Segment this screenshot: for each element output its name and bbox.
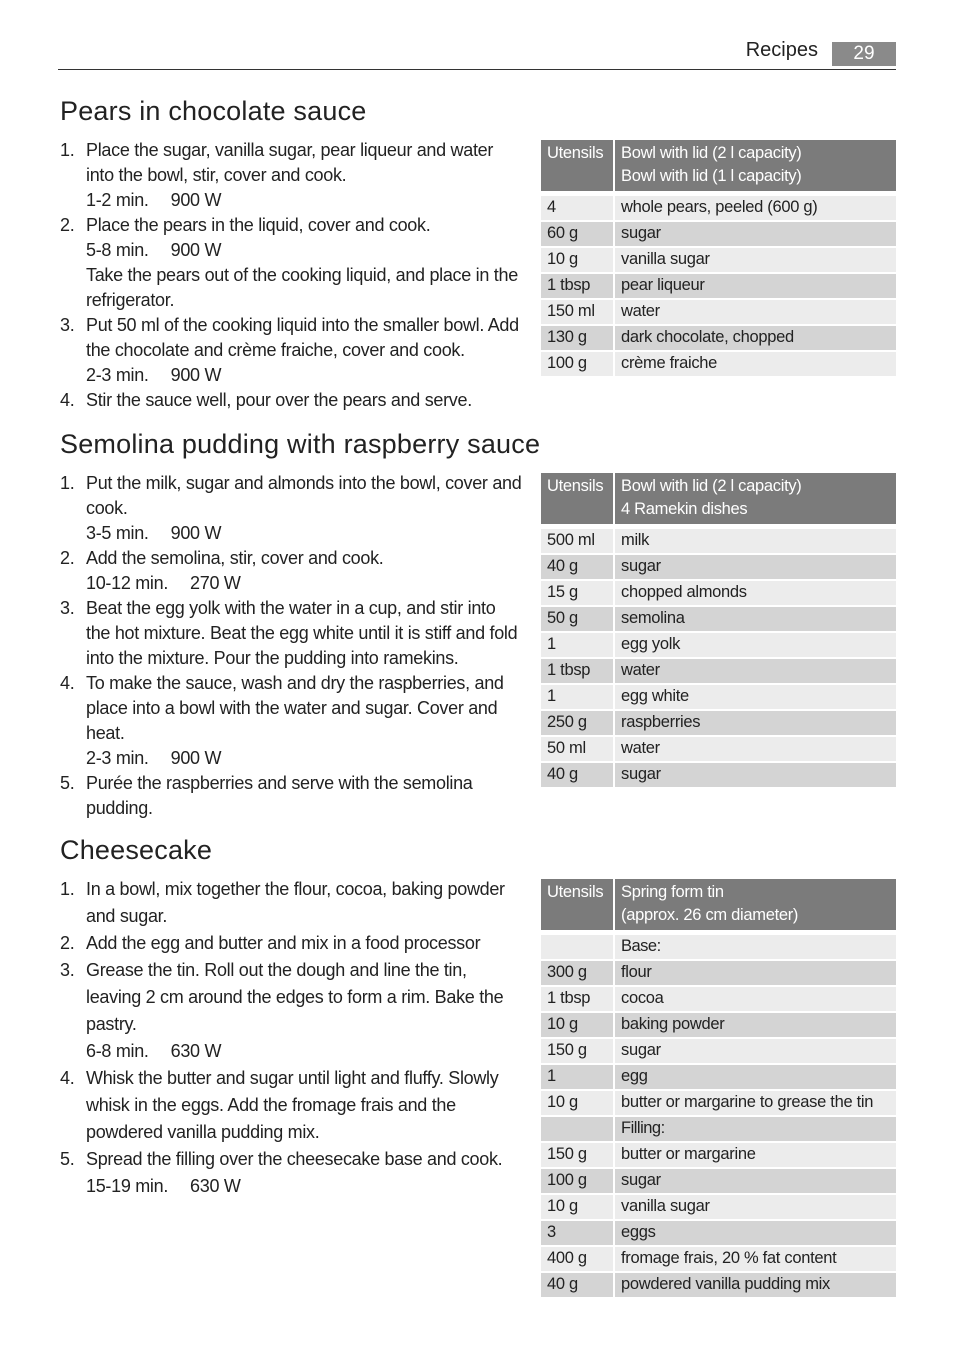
ingredient-row bbox=[541, 529, 896, 555]
recipe-step bbox=[60, 138, 522, 213]
ingredient-quantity: 15 g bbox=[541, 581, 615, 607]
ingredient-row bbox=[541, 711, 896, 737]
ingredient-quantity: 50 g bbox=[541, 607, 615, 633]
ingredient-quantity: 10 g bbox=[541, 1013, 615, 1039]
ingredient-name: semolina bbox=[615, 607, 896, 633]
recipe-step bbox=[60, 1065, 522, 1146]
recipe-step bbox=[60, 313, 522, 388]
step-power: 900 W bbox=[170, 190, 222, 210]
step-power: 900 W bbox=[170, 240, 222, 260]
utensils-label: Utensils bbox=[541, 473, 615, 529]
step-number: 3. bbox=[60, 960, 75, 980]
ingredient-quantity: 40 g bbox=[541, 763, 615, 789]
step-number: 2. bbox=[60, 548, 75, 568]
ingredient-row bbox=[541, 659, 896, 685]
ingredient-quantity: 100 g bbox=[541, 1169, 615, 1195]
ingredient-quantity: 1 tbsp bbox=[541, 987, 615, 1013]
ingredient-name: dark chocolate, chopped bbox=[615, 326, 896, 352]
step-number: 4. bbox=[60, 390, 75, 410]
ingredient-row bbox=[541, 196, 896, 222]
step-power: 900 W bbox=[170, 365, 222, 385]
ingredient-name: sugar bbox=[615, 555, 896, 581]
recipe-step bbox=[60, 1146, 522, 1200]
step-text: Spread the filling over the cheesecake base and cook. bbox=[86, 1149, 503, 1169]
ingredient-name: vanilla sugar bbox=[615, 248, 896, 274]
ingredient-name: vanilla sugar bbox=[615, 1195, 896, 1221]
step-cooking-time bbox=[86, 363, 522, 388]
ingredient-row bbox=[541, 300, 896, 326]
ingredient-name: Base: bbox=[615, 935, 896, 961]
ingredient-quantity: 40 g bbox=[541, 1273, 615, 1299]
ingredient-name: milk bbox=[615, 529, 896, 555]
step-duration: 2-3 min. bbox=[86, 365, 149, 385]
step-power: 630 W bbox=[190, 1176, 241, 1196]
step-duration: 6-8 min. bbox=[86, 1041, 149, 1061]
ingredient-quantity: 300 g bbox=[541, 961, 615, 987]
ingredient-quantity: 10 g bbox=[541, 1091, 615, 1117]
step-cooking-time bbox=[86, 238, 522, 263]
step-number: 2. bbox=[60, 933, 75, 953]
ingredient-row bbox=[541, 1039, 896, 1065]
ingredient-name: sugar bbox=[615, 1039, 896, 1065]
ingredient-name: butter or margarine bbox=[615, 1143, 896, 1169]
ingredient-quantity: 3 bbox=[541, 1221, 615, 1247]
ingredient-row bbox=[541, 222, 896, 248]
ingredient-row bbox=[541, 1221, 896, 1247]
ingredient-row bbox=[541, 1273, 896, 1299]
step-cooking-time bbox=[86, 571, 522, 596]
ingredient-name: flour bbox=[615, 961, 896, 987]
step-text: Beat the egg yolk with the water in a cup, and stir into the hot mixture. Beat the egg white until it is stiff and fold into the mixture. Pour the pudding into ramekins. bbox=[86, 598, 518, 668]
step-power: 270 W bbox=[190, 573, 241, 593]
ingredient-quantity: 400 g bbox=[541, 1247, 615, 1273]
step-text: Put the milk, sugar and almonds into the bowl, cover and cook. bbox=[86, 473, 522, 518]
ingredient-quantity: 100 g bbox=[541, 352, 615, 378]
step-cooking-time bbox=[86, 746, 522, 771]
step-number: 4. bbox=[60, 673, 75, 693]
ingredient-name: sugar bbox=[615, 763, 896, 789]
ingredient-quantity: 50 ml bbox=[541, 737, 615, 763]
ingredient-quantity: 1 bbox=[541, 633, 615, 659]
step-text: Whisk the butter and sugar until light and fluffy. Slowly whisk in the eggs. Add the fromage frais and the powdered vanilla pudding mix. bbox=[86, 1068, 499, 1142]
step-number: 3. bbox=[60, 598, 75, 618]
ingredient-name: egg yolk bbox=[615, 633, 896, 659]
ingredient-row bbox=[541, 1013, 896, 1039]
ingredient-name: Filling: bbox=[615, 1117, 896, 1143]
step-number: 4. bbox=[60, 1068, 75, 1088]
utensil-line: (approx. 26 cm diameter) bbox=[621, 906, 799, 924]
recipe-step bbox=[60, 213, 522, 313]
ingredient-name: sugar bbox=[615, 1169, 896, 1195]
step-number: 5. bbox=[60, 1149, 75, 1169]
step-power: 900 W bbox=[170, 748, 222, 768]
ingredient-quantity: 1 tbsp bbox=[541, 274, 615, 300]
ingredient-name: whole pears, peeled (600 g) bbox=[615, 196, 896, 222]
recipe-step bbox=[60, 771, 522, 821]
ingredient-row bbox=[541, 326, 896, 352]
ingredient-row bbox=[541, 737, 896, 763]
ingredient-row bbox=[541, 1143, 896, 1169]
ingredient-name: water bbox=[615, 659, 896, 685]
recipe-steps-cheesecake bbox=[60, 876, 522, 1200]
utensil-line: Bowl with lid (2 l capacity) bbox=[621, 144, 802, 162]
recipe-step bbox=[60, 546, 522, 596]
step-number: 1. bbox=[60, 140, 75, 160]
step-number: 3. bbox=[60, 315, 75, 335]
step-duration: 3-5 min. bbox=[86, 523, 149, 543]
ingredient-quantity: 150 g bbox=[541, 1143, 615, 1169]
recipe-step bbox=[60, 876, 522, 930]
ingredient-name: raspberries bbox=[615, 711, 896, 737]
step-duration: 10-12 min. bbox=[86, 573, 169, 593]
ingredient-quantity: 60 g bbox=[541, 222, 615, 248]
ingredient-subheading bbox=[541, 1117, 896, 1143]
ingredient-row bbox=[541, 1169, 896, 1195]
step-extra-text: Take the pears out of the cooking liquid, and place in the refrigerator. bbox=[86, 265, 518, 310]
step-cooking-time bbox=[86, 1173, 522, 1200]
step-text: Stir the sauce well, pour over the pears and serve. bbox=[86, 390, 472, 410]
ingredients-table-cheesecake bbox=[541, 879, 896, 1299]
step-number: 5. bbox=[60, 773, 75, 793]
ingredient-quantity bbox=[541, 935, 615, 961]
ingredient-row bbox=[541, 607, 896, 633]
ingredient-quantity: 130 g bbox=[541, 326, 615, 352]
recipe-step bbox=[60, 957, 522, 1065]
ingredient-row bbox=[541, 961, 896, 987]
recipe-step bbox=[60, 671, 522, 771]
step-power: 630 W bbox=[170, 1041, 222, 1061]
ingredient-quantity: 500 ml bbox=[541, 529, 615, 555]
ingredient-quantity bbox=[541, 1117, 615, 1143]
utensils-label: Utensils bbox=[541, 140, 615, 196]
step-cooking-time bbox=[86, 188, 522, 213]
ingredient-quantity: 1 bbox=[541, 685, 615, 711]
ingredient-name: powdered vanilla pudding mix bbox=[615, 1273, 896, 1299]
utensils-value bbox=[615, 879, 896, 935]
recipe-step bbox=[60, 471, 522, 546]
step-duration: 15-19 min. bbox=[86, 1176, 169, 1196]
step-text: To make the sauce, wash and dry the raspberries, and place into a bowl with the water and sugar. Cover and heat. bbox=[86, 673, 504, 743]
ingredient-name: fromage frais, 20 % fat content bbox=[615, 1247, 896, 1273]
recipe-title-semolina: Semolina pudding with raspberry sauce bbox=[60, 429, 541, 459]
ingredients-table-pears bbox=[541, 140, 896, 378]
ingredient-row bbox=[541, 274, 896, 300]
ingredient-row bbox=[541, 555, 896, 581]
ingredient-name: sugar bbox=[615, 222, 896, 248]
recipe-title-cheesecake: Cheesecake bbox=[60, 835, 213, 865]
page-header bbox=[58, 38, 896, 70]
step-text: Put 50 ml of the cooking liquid into the smaller bowl. Add the chocolate and crème fraiche, cover and cook. bbox=[86, 315, 519, 360]
ingredient-name: chopped almonds bbox=[615, 581, 896, 607]
ingredient-quantity: 1 bbox=[541, 1065, 615, 1091]
utensil-line: Bowl with lid (1 l capacity) bbox=[621, 167, 802, 185]
ingredient-name: egg white bbox=[615, 685, 896, 711]
step-power: 900 W bbox=[170, 523, 222, 543]
ingredient-quantity: 150 ml bbox=[541, 300, 615, 326]
ingredients-table-semolina bbox=[541, 473, 896, 789]
step-cooking-time bbox=[86, 521, 522, 546]
ingredient-name: butter or margarine to grease the tin bbox=[615, 1091, 896, 1117]
step-text: Place the sugar, vanilla sugar, pear liqueur and water into the bowl, stir, cover and cook. bbox=[86, 140, 494, 185]
step-duration: 1-2 min. bbox=[86, 190, 149, 210]
step-text: In a bowl, mix together the flour, cocoa, baking powder and sugar. bbox=[86, 879, 505, 926]
ingredient-quantity: 4 bbox=[541, 196, 615, 222]
ingredient-name: crème fraiche bbox=[615, 352, 896, 378]
ingredient-name: water bbox=[615, 300, 896, 326]
ingredient-row bbox=[541, 352, 896, 378]
step-number: 1. bbox=[60, 879, 75, 899]
step-duration: 2-3 min. bbox=[86, 748, 149, 768]
ingredient-quantity: 40 g bbox=[541, 555, 615, 581]
ingredient-name: pear liqueur bbox=[615, 274, 896, 300]
ingredient-row bbox=[541, 248, 896, 274]
ingredient-row bbox=[541, 685, 896, 711]
ingredient-row bbox=[541, 1195, 896, 1221]
section-title: Recipes bbox=[745, 39, 818, 61]
ingredient-row bbox=[541, 987, 896, 1013]
utensils-value bbox=[615, 140, 896, 196]
step-cooking-time bbox=[86, 1038, 522, 1065]
ingredient-row bbox=[541, 633, 896, 659]
recipe-steps-semolina bbox=[60, 471, 522, 821]
utensil-line: 4 Ramekin dishes bbox=[621, 500, 748, 518]
step-text: Place the pears in the liquid, cover and cook. bbox=[86, 215, 431, 235]
ingredient-row bbox=[541, 1247, 896, 1273]
recipe-step bbox=[60, 388, 522, 413]
ingredient-subheading bbox=[541, 935, 896, 961]
ingredient-name: egg bbox=[615, 1065, 896, 1091]
step-text: Add the egg and butter and mix in a food processor bbox=[86, 933, 481, 953]
step-number: 2. bbox=[60, 215, 75, 235]
ingredient-name: eggs bbox=[615, 1221, 896, 1247]
ingredient-row bbox=[541, 1065, 896, 1091]
step-number: 1. bbox=[60, 473, 75, 493]
page-number: 29 bbox=[832, 42, 896, 66]
utensil-line: Spring form tin bbox=[621, 883, 724, 901]
step-text: Add the semolina, stir, cover and cook. bbox=[86, 548, 384, 568]
utensil-line: Bowl with lid (2 l capacity) bbox=[621, 477, 802, 495]
recipe-title-pears: Pears in chocolate sauce bbox=[60, 96, 367, 126]
ingredient-row bbox=[541, 581, 896, 607]
utensils-value bbox=[615, 473, 896, 529]
ingredient-quantity: 10 g bbox=[541, 248, 615, 274]
ingredient-quantity: 150 g bbox=[541, 1039, 615, 1065]
ingredient-quantity: 1 tbsp bbox=[541, 659, 615, 685]
ingredient-quantity: 250 g bbox=[541, 711, 615, 737]
step-duration: 5-8 min. bbox=[86, 240, 149, 260]
ingredient-name: baking powder bbox=[615, 1013, 896, 1039]
recipe-step bbox=[60, 930, 522, 957]
ingredient-quantity: 10 g bbox=[541, 1195, 615, 1221]
ingredient-row bbox=[541, 763, 896, 789]
ingredient-row bbox=[541, 1091, 896, 1117]
recipe-step bbox=[60, 596, 522, 671]
recipe-steps-pears bbox=[60, 138, 522, 413]
step-text: Grease the tin. Roll out the dough and line the tin, leaving 2 cm around the edges to form a rim. Bake the pastry. bbox=[86, 960, 504, 1034]
step-text: Purée the raspberries and serve with the semolina pudding. bbox=[86, 773, 473, 818]
ingredient-name: cocoa bbox=[615, 987, 896, 1013]
ingredient-name: water bbox=[615, 737, 896, 763]
utensils-label: Utensils bbox=[541, 879, 615, 935]
